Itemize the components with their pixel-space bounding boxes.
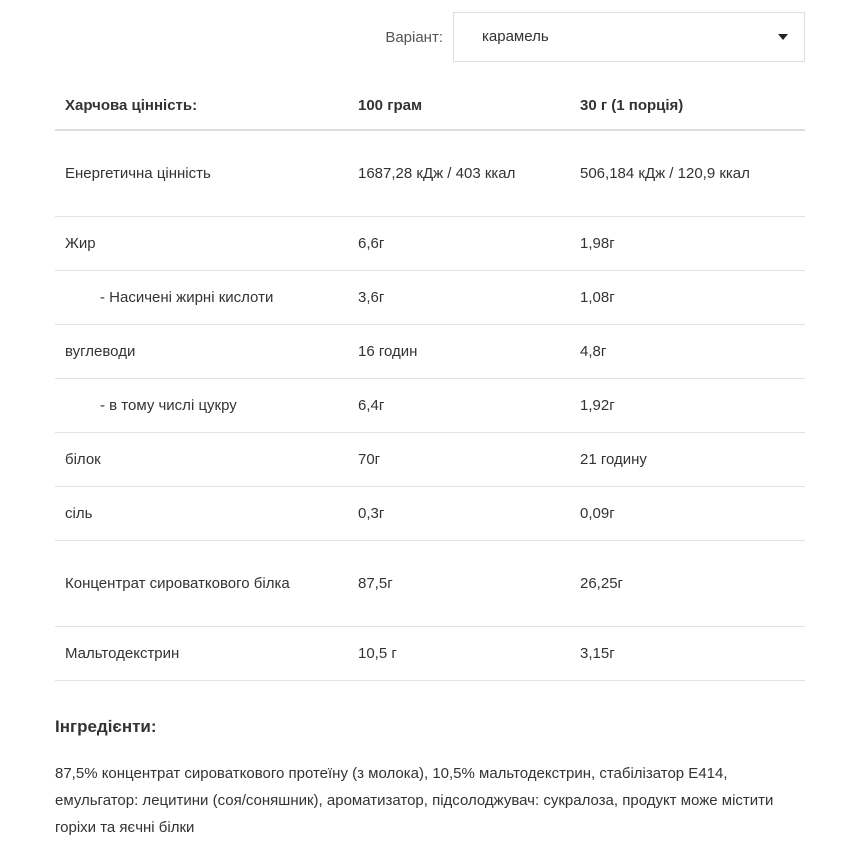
row-per-100g: 16 годин [348,325,570,379]
row-per-serving: 3,15г [570,627,805,681]
row-per-serving: 4,8г [570,325,805,379]
variant-label: Варіант: [385,29,443,46]
nutrition-table [55,83,805,681]
row-per-100g: 0,3г [348,487,570,541]
header-nutrition-value: Харчова цінність: [55,83,348,130]
row-per-serving: 1,92г [570,379,805,433]
row-per-100g: 87,5г [348,541,570,627]
row-name: Жир [55,217,348,271]
table-header-row [55,83,805,130]
table-row [55,487,805,541]
row-name: Енергетична цінність [55,130,348,217]
row-per-serving: 21 годину [570,433,805,487]
row-name: сіль [55,487,348,541]
row-per-100g: 70г [348,433,570,487]
row-per-100g: 6,4г [348,379,570,433]
header-per-serving: 30 г (1 порція) [570,83,805,130]
table-row [55,433,805,487]
variant-row [0,12,805,64]
variant-select[interactable] [453,12,805,62]
row-name: Концентрат сироваткового білка [55,541,348,627]
row-per-serving: 26,25г [570,541,805,627]
row-per-serving: 0,09г [570,487,805,541]
row-per-100g: 10,5 г [348,627,570,681]
chevron-down-icon [778,34,788,40]
table-row [55,627,805,681]
row-name: Мальтодекстрин [55,627,348,681]
table-row [55,130,805,217]
row-per-100g: 3,6г [348,271,570,325]
ingredients-text: 87,5% концентрат сироваткового протеїну (з молока), 10,5% мальтодекстрин, стабілізатор E414, емульгатор: лецитини (соя/соняшник), ароматизатор, підсолоджувач: сукралоза, продукт може містити горіхи та яєчні білки [55,765,774,836]
row-name: вуглеводи [55,325,348,379]
table-row [55,379,805,433]
header-per-100g: 100 грам [348,83,570,130]
row-per-serving: 1,98г [570,217,805,271]
row-per-serving: 506,184 кДж / 120,9 ккал [570,130,805,217]
table-row [55,271,805,325]
row-per-100g: 1687,28 кДж / 403 ккал [348,130,570,217]
table-row [55,325,805,379]
ingredients-title: Інгредієнти: [55,717,157,736]
row-name: білок [55,433,348,487]
table-row [55,541,805,627]
row-per-100g: 6,6г [348,217,570,271]
variant-selected-value: карамель [482,28,549,45]
row-name: - Насичені жирні кислоти [55,271,348,325]
table-row [55,217,805,271]
row-name: - в тому числі цукру [55,379,348,433]
row-per-serving: 1,08г [570,271,805,325]
